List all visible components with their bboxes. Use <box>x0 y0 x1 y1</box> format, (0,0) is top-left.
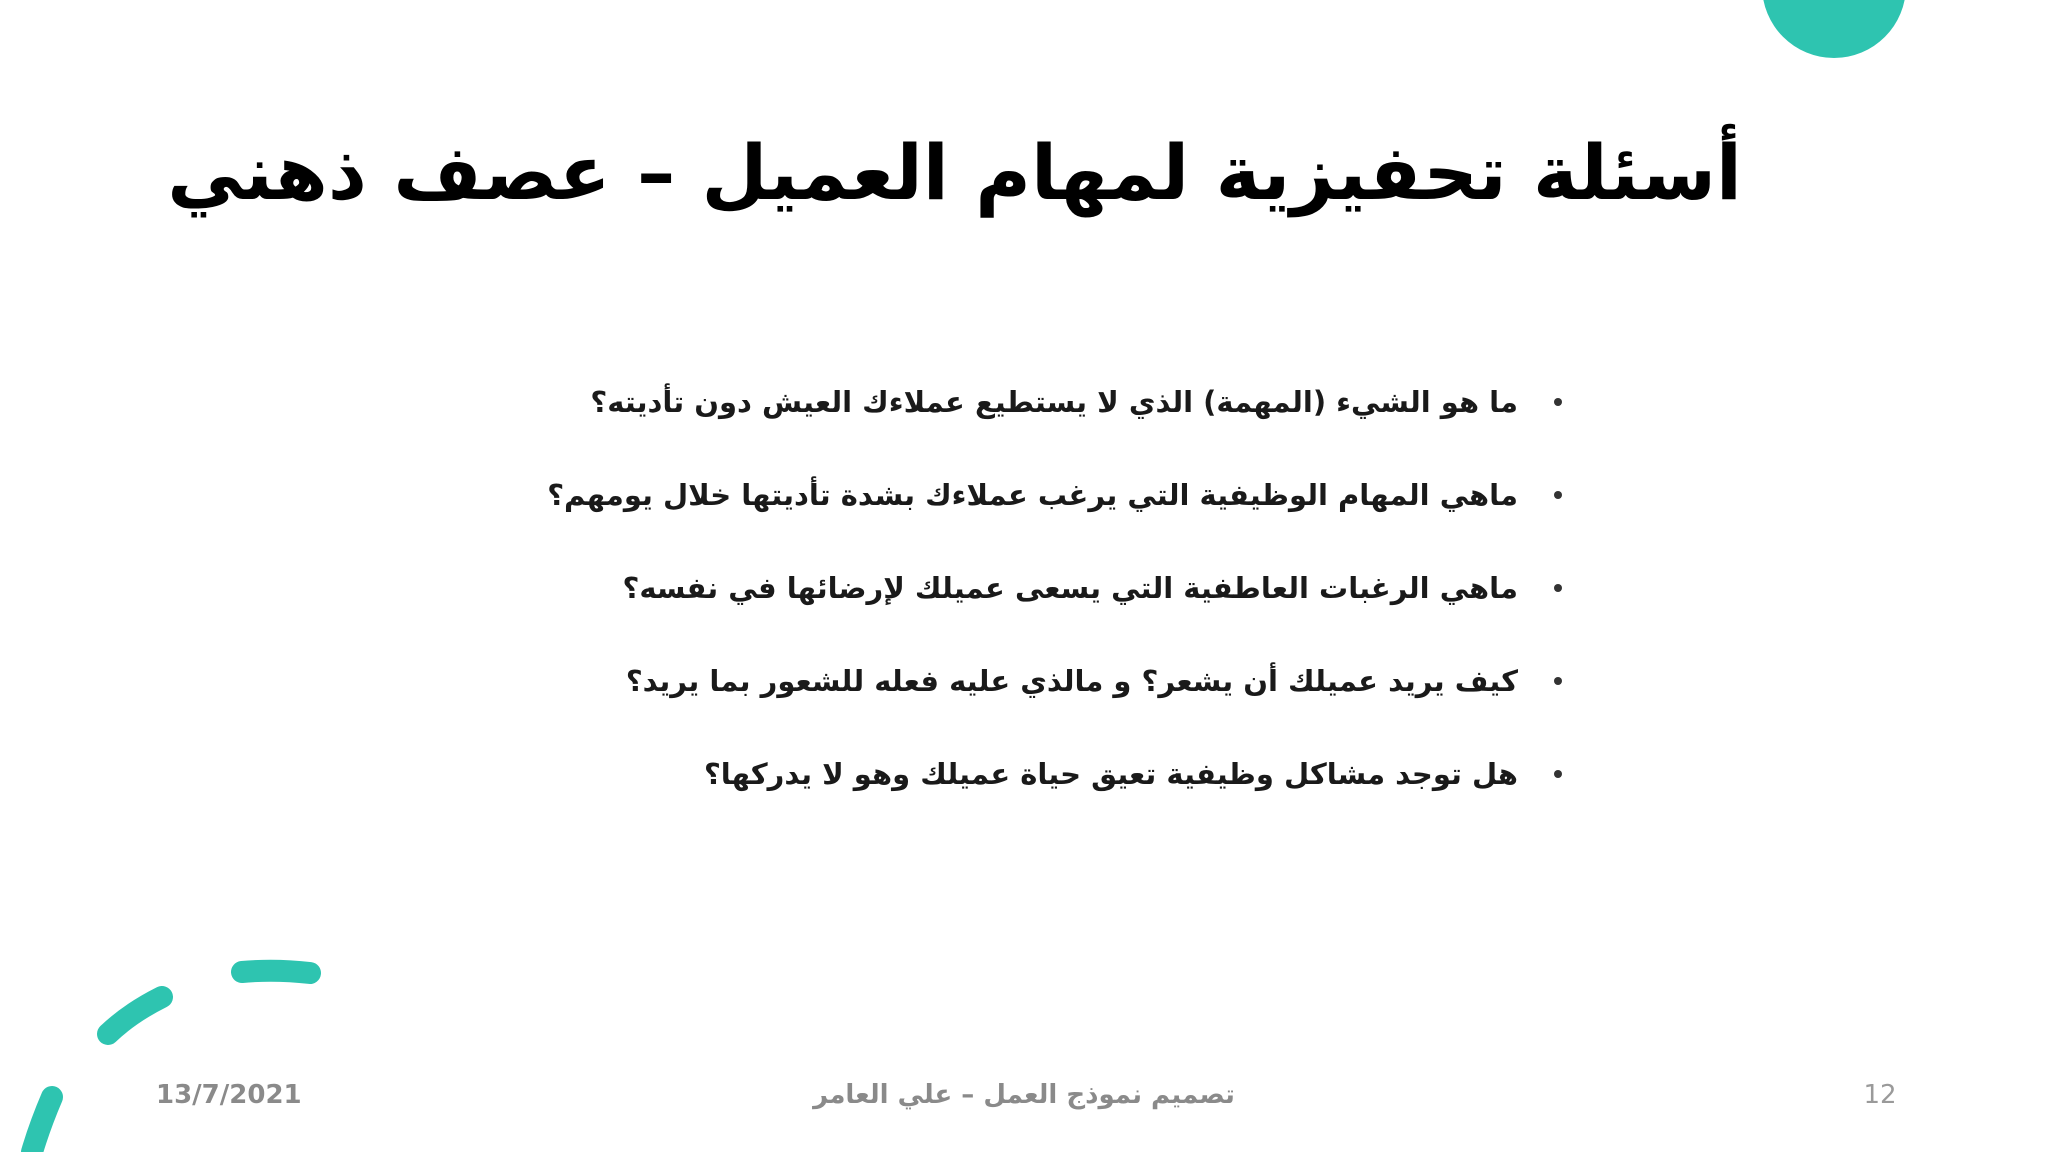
bullet-text: ماهي المهام الوظيفية التي يرغب عملاءك بشدة تأديتها خلال يومهم؟ <box>547 478 1518 512</box>
decorative-dash-bottom <box>32 1097 52 1152</box>
bullet-icon <box>1554 677 1562 685</box>
bullet-item <box>318 560 1518 653</box>
bullet-item <box>318 467 1518 560</box>
bullet-item <box>318 746 1518 839</box>
bullet-text: كيف يريد عميلك أن يشعر؟ و مالذي عليه فعله للشعور بما يريد؟ <box>625 664 1518 698</box>
bullet-text: ما هو الشيء (المهمة) الذي لا يستطيع عملاءك العيش دون تأديته؟ <box>590 385 1518 419</box>
decorative-dash-top <box>242 971 310 973</box>
bullet-list <box>318 374 1518 839</box>
bullet-item <box>318 374 1518 467</box>
decorative-circle <box>1762 0 1906 58</box>
bullet-icon <box>1554 584 1562 592</box>
page-number: 12 <box>1863 1080 1897 1110</box>
footer-date: 13/7/2021 <box>156 1080 302 1110</box>
decorative-dash-middle <box>108 997 162 1034</box>
bullet-icon <box>1554 770 1562 778</box>
bullet-text: هل توجد مشاكل وظيفية تعيق حياة عميلك وهو لا يدركها؟ <box>703 757 1518 791</box>
footer-presentation-title: تصميم نموذج العمل – علي العامر <box>813 1080 1235 1110</box>
bullet-icon <box>1554 398 1562 406</box>
slide-title: أسئلة تحفيزية لمهام العميل – عصف ذهني <box>167 128 1742 217</box>
bullet-item <box>318 653 1518 746</box>
bullet-icon <box>1554 491 1562 499</box>
bullet-text: ماهي الرغبات العاطفية التي يسعى عميلك لإرضائها في نفسه؟ <box>622 571 1518 605</box>
